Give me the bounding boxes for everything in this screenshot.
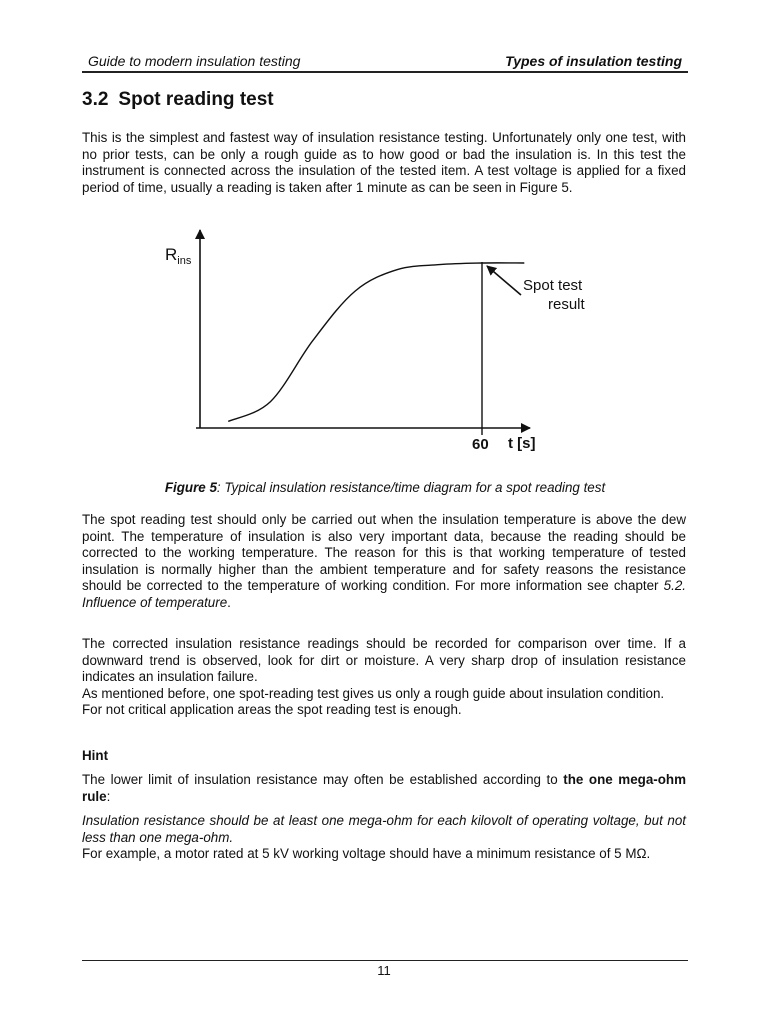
section-title: Spot reading test (118, 89, 274, 110)
resistance-curve (228, 263, 524, 422)
running-header-title: Guide to modern insulation testing (88, 53, 301, 69)
tick-label-60: 60 (472, 436, 489, 453)
readings-line-3: For not critical application areas the spot reading test is enough. (82, 702, 462, 718)
x-axis-label: t [s] (508, 435, 536, 452)
rule-paragraph (82, 813, 686, 863)
dew-point-paragraph (82, 512, 686, 612)
rule-name: the one mega-ohm rule (82, 772, 686, 804)
rule-intro-text: The lower limit of insulation resistance may often be established according to (82, 772, 564, 787)
footer-rule (82, 960, 688, 961)
section-number: 3.2 (82, 89, 109, 110)
y-axis-label: $R_{ins}$ (165, 245, 192, 267)
figure-caption-text: : Typical insulation resistance/time diagram for a spot reading test (216, 480, 606, 495)
rule-intro-end: : (106, 788, 111, 804)
page-number: 11 (377, 963, 391, 978)
dew-point-end: . (227, 594, 231, 610)
dew-point-text: The spot reading test should only be carried out when the insulation temperature is above the dew point. The temperature of insulation is also very important data, because the reading should be corrected to the working temperature. The reason for this is that working temperature of tested insulation is normally higher than the ambient temperature and for safety reasons the resistance should be corrected to the temperature of working condition. For more information see chapter (82, 512, 686, 594)
intro-paragraph: This is the simplest and fastest way of insulation resistance testing. Unfortunately only one test, with no prior tests, can be only a rough guide as to how good or bad the insulation is. In this test the instrument is connected across the insulation of the tested item. A test voltage is applied for a fixed period of time, usually a reading is taken after 1 minute as can be seen in Figure 5. (82, 130, 686, 195)
readings-line-1: The corrected insulation resistance readings should be recorded for comparison over time. If a downward trend is observed, look for dirt or moisture. A very sharp drop of insulation resistance indicates an insulation failure. (82, 636, 686, 685)
rule-statement: Insulation resistance should be at least one mega-ohm for each kilovolt of operating voltage, but not less than one mega-ohm. (82, 813, 686, 845)
hint-heading: Hint (82, 748, 109, 763)
chapter-reference: 5.2. Influence of temperature (82, 578, 686, 610)
rule-intro-paragraph (82, 772, 686, 805)
readings-line-2: As mentioned before, one spot-reading test gives us only a rough guide about insulation condition. (82, 685, 665, 701)
figure-caption-label: Figure 5 (164, 480, 217, 495)
annotation-line-1: Spot test (523, 277, 583, 294)
running-header-chapter: Types of insulation testing (505, 53, 682, 69)
annotation-arrow (487, 266, 521, 295)
rule-example: For example, a motor rated at 5 kV working voltage should have a minimum resistance of 5 MΩ. (82, 846, 651, 862)
figure-caption (82, 480, 688, 495)
readings-paragraph (82, 636, 686, 719)
annotation-line-2: result (548, 296, 585, 313)
